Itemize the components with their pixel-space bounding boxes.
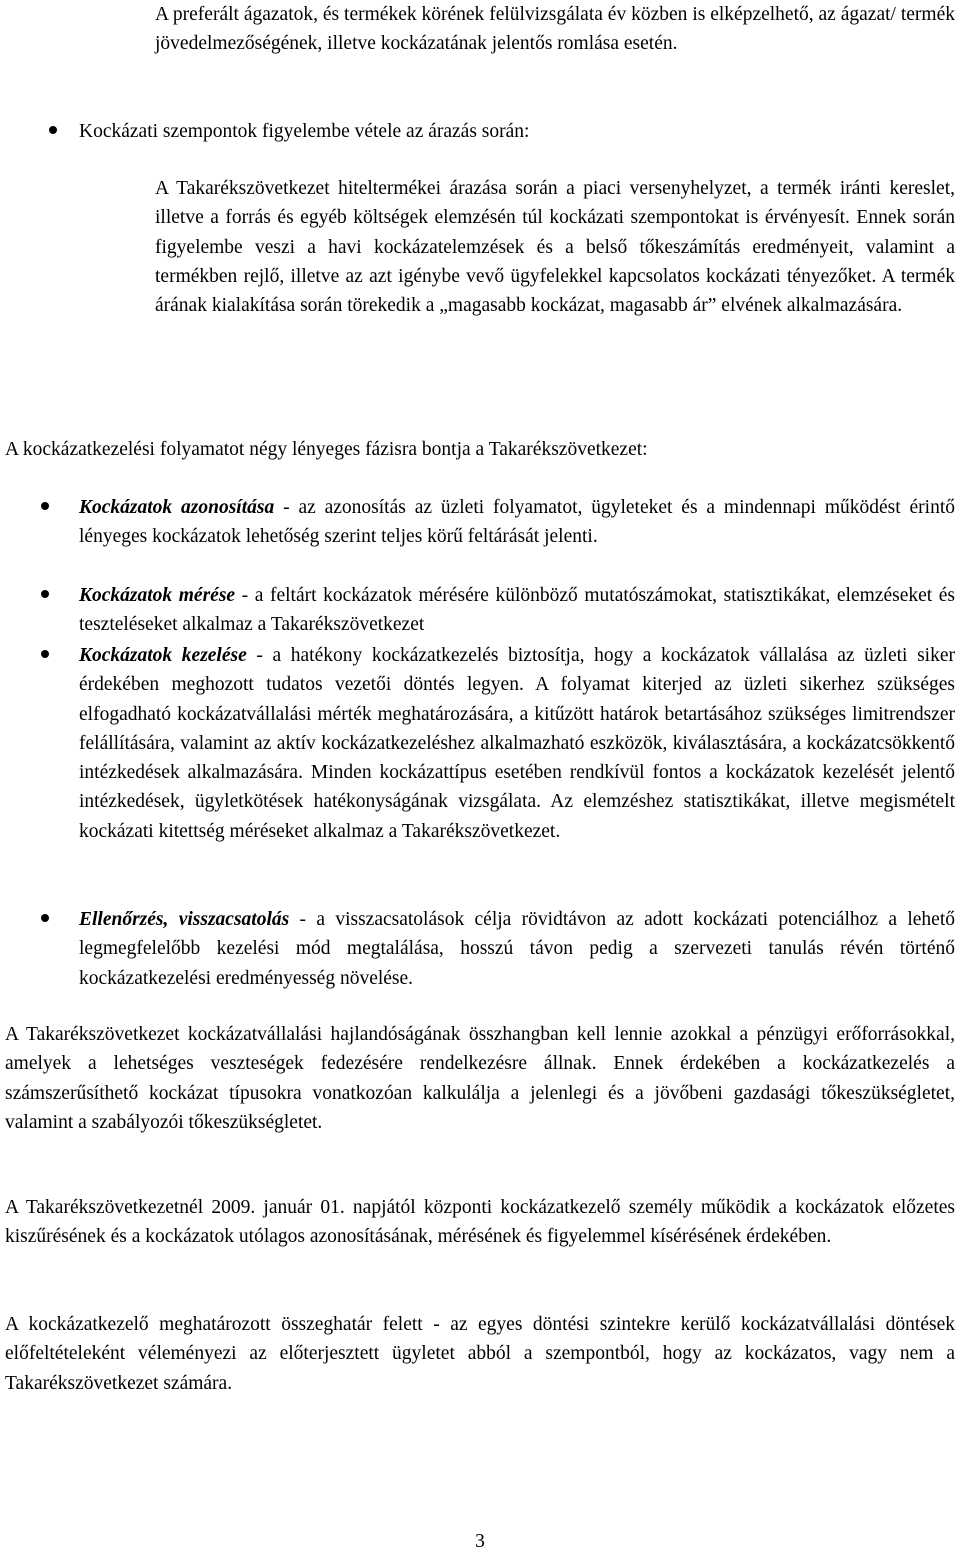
- paragraph-risk-appetite: A Takarékszövetkezet kockázatvállalási hajlandóságának összhangban kell lennie azokkal a pénzügyi erőforrásokkal, amelyek a lehetséges veszteségek fedezésére rendelkezésre állnak. Ennek érdekében a kockázatkezelés a számszerűsíthető kockázat típusokra vonatkozóan kalkulálja a jelenlegi és a jövőbeni gazdasági tőkeszükségletet, valamint a szabályozói tőkeszükségletet.: [5, 1024, 955, 1133]
- page-number: 3: [475, 1531, 485, 1552]
- phase-measurement: [79, 581, 955, 640]
- phase-management: [79, 641, 955, 846]
- phase-description: - a hatékony kockázatkezelés biztosítja, hogy a kockázatok vállalása az üzleti siker érdekében meghozott tudatos vezetői döntés legyen. A folyamat kiterjed az üzleti sikerhez szükséges elfogadható kockázatvállalási mérték meghatározására, a kitűzött határok betartásához szükséges limitrendszer felállítására, valamint az aktív kockázatkezeléshez alkalmazható eszközök, kiválasztására, a kockázatcsökkentő intézkedések alkalmazására. Minden kockázattípus esetében rendkívül fontos a kockázatok kezelését jelentő intézkedések, ügyletkötések hatékonyságának vizsgálata. Az elemzéshez statisztikákat, illetve megismételt kockázati kitettség méréseket alkalmaz a Takarékszövetkezet.: [79, 645, 955, 842]
- bullet-icon: [49, 126, 57, 134]
- bullet-icon: [41, 590, 49, 598]
- paragraph-threshold-opinion: A kockázatkezelő meghatározott összeghatár felett - az egyes döntési szintekre kerülő kockázatvállalási döntések előfeltételeként véleményezi az előterjesztett ügyletet abból a szempontból, hogy az kockázatos, vagy nem a Takarékszövetkezet számára.: [5, 1314, 955, 1394]
- phase-description: - a feltárt kockázatok mérésére különböző mutatószámokat, statisztikákat, elemzéseket és teszteléseket alkalmaz a Takarékszövetkezet: [79, 585, 955, 636]
- phase-term: Kockázatok mérése: [79, 585, 236, 606]
- phase-identification: [79, 493, 955, 552]
- bullet-icon: [41, 650, 49, 658]
- phase-term: Kockázatok kezelése: [79, 645, 247, 666]
- paragraph-preferred-sectors: A preferált ágazatok, és termékek körének felülvizsgálata év közben is elképzelhető, az ágazat/ termék jövedelmezőségének, illetve kockázatának jelentős romlása esetén.: [155, 4, 955, 55]
- paragraph-pricing: A Takarékszövetkezet hiteltermékei árazása során a piaci versenyhelyzet, a termék iránti kereslet, illetve a forrás és egyéb költségek elemzésén túl kockázati szempontokat is érvényesít. Ennek során figyelembe veszi a havi kockázatelemzések és a belső tőkeszámítás eredményeit, valamint a termékben rejlő, illetve az azt igénybe vevő ügyfelekkel kapcsolatos kockázati tényezőket. A termék árának kialakítása során törekedik a „magasabb kockázat, magasabb ár” elvének alkalmazására.: [155, 178, 955, 317]
- bullet-pricing-risk: Kockázati szempontok figyelembe vétele az árazás során:: [79, 121, 530, 142]
- paragraph-central-risk-manager: A Takarékszövetkezetnél 2009. január 01. napjától központi kockázatkezelő személy működik a kockázatok előzetes kiszűrésének és a kockázatok utólagos azonosításának, mérésének és figyelemmel kísérésének érdekében.: [5, 1197, 955, 1248]
- phase-term: Kockázatok azonosítása: [79, 497, 275, 518]
- phase-term: Ellenőrzés, visszacsatolás: [79, 909, 290, 930]
- phase-description: - a visszacsatolások célja rövidtávon az adott kockázati potenciálhoz a lehető legmegfelelőbb kezelési mód megtalálása, hosszú távon pedig a szervezeti tanulás révén történő kockázatkezelési eredményesség növelése.: [79, 909, 955, 989]
- phase-description: - az azonosítás az üzleti folyamatot, ügyleteket és a mindennapi működést érintő lényeges kockázatok lehetőség szerint teljes körű feltárását jelenti.: [79, 497, 956, 548]
- phase-control-feedback: [79, 905, 955, 993]
- paragraph-phases-intro: A kockázatkezelési folyamatot négy lényeges fázisra bontja a Takarékszövetkezet:: [5, 439, 648, 460]
- bullet-icon: [41, 914, 49, 922]
- bullet-icon: [41, 502, 49, 510]
